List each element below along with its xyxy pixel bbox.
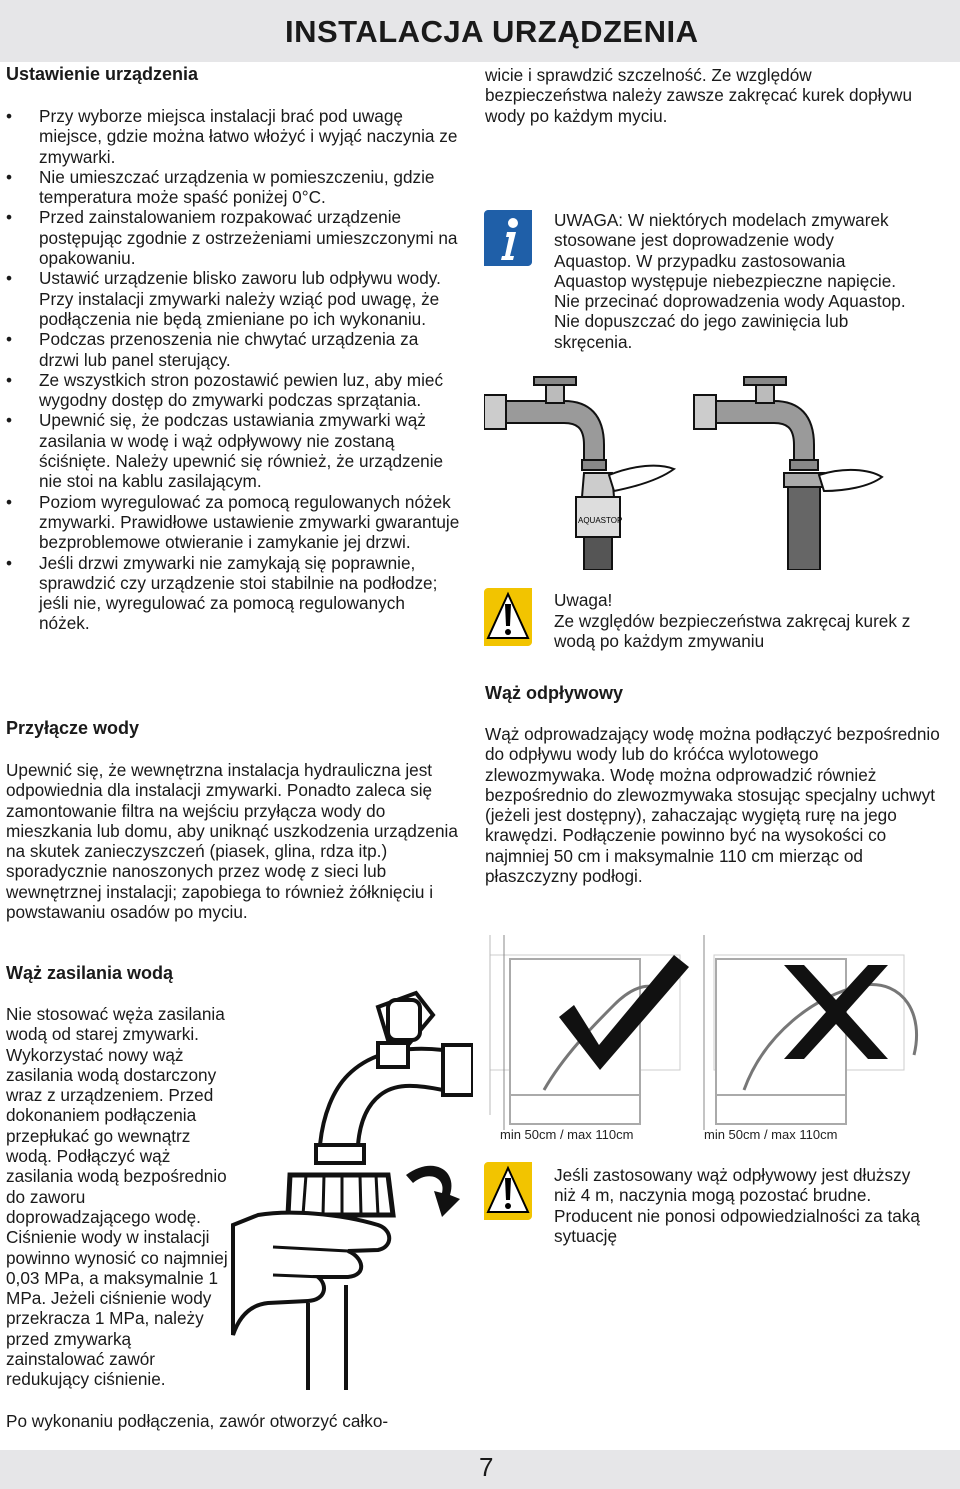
water-connection-text: Upewnić się, że wewnętrzna instalacja hydrauliczna jest odpowiednia dla instalacji zmywarki. Ponadto zaleca się zamontowanie filtra na wejściu przyłącza wody do mieszkania lub domu, aby uniknąć uszkodzenia urządzenia na skutek zanieczyszczeń (piasek, glina, rdza itp.) sporadycznie nanoszonych przez wodę z sieci lub wewnętrznej instalacji; zapobiega to również żółknięciu i powstawaniu osadów po myciu. [6,760,458,923]
height-label: min 50cm / max 110cm [704,1127,838,1142]
warning-title: Uwaga! [554,590,613,610]
footer-bar [0,1450,960,1489]
list-item: • Przy wyborze miejsca instalacji brać pod uwagę miejsce, gdzie można łatwo włożyć i wyjąć naczynia ze zmywarki. [6,106,460,167]
list-item: • Poziom wyregulować za pomocą regulowanych nóżek zmywarki. Prawidłowe ustawienie zmywarki gwarantuje bezproblemowe otwieranie i zamykanie jej drzwi. [6,492,460,553]
list-item: • Ustawić urządzenie blisko zaworu lub odpływu wody. Przy instalacji zmywarki należy wziąć pod uwagę, że podłączenia nie będą zmieniane po ich wykonaniu. [6,268,460,329]
section-title-drain-hose: Wąż odpływowy [485,683,624,703]
drain-hose-illustration [484,935,944,1145]
page-number: 7 [479,1452,494,1482]
supply-hose-tail: Po wykonaniu podłączenia, zawór otworzyć całko- [6,1411,389,1431]
aquastop-illustration [484,365,884,570]
list-item: • Podczas przenoszenia nie chwytać urządzenia za drzwi lub panel sterujący. [6,329,460,370]
list-item: • Przed zainstalowaniem rozpakować urządzenie postępując zgodnie z ostrzeżeniami umieszczonymi na opakowaniu. [6,207,460,268]
section-title-supply-hose: Wąż zasilania wodą [6,963,174,983]
aquastop-note: UWAGA: W niektórych modelach zmywarek stosowane jest doprowadzenie wody Aquastop. W przypadku zastosowania Aquastop występuje niebezpieczne napięcie. Nie przecinać doprowadzenia wody Aquastop. Nie dopuszczać do jego zawinięcia lub skręcenia. [554,210,906,352]
placement-bullet-list [6,106,460,634]
warning-text: Ze względów bezpieczeństwa zakręcaj kurek z wodą po każdym zmywaniu [554,611,911,652]
drain-hose-text: Wąż odprowadzający wodę można podłączyć bezpośrednio do odpływu wody lub do króćca wylotowego zlewozmywaka. Wodę można odprowadzić również bezpośrednio do zlewozmywaka stosując specjalny uchwyt (jeżeli jest dostępny), zahaczając wygiętą rurę na jego krawędzi. Podłączenie powinno być na wysokości co najmniej 50 cm i maksymalnie 110 cm mierząc od płaszczyzny podłogi. [485,724,940,887]
section-title-water-connection: Przyłącze wody [6,718,140,738]
supply-hose-text: Nie stosować węża zasilania wodą od starej zmywarki. Wykorzystać nowy wąż zasilania wodą dostarczony wraz z urządzeniem. Przed dokonaniem podłączenia przepłukać go wewnątrz wodą. Podłączyć wąż zasilania wodą bezpośrednio do zaworu doprowadzającego wodę. Ciśnienie wody w instalacji powinno wynosić co najmniej 0,03 MPa, a maksymalnie 1 MPa. Jeżeli ciśnienie wody przekracza 1 MPa, należy przed zmywarką zainstalować zawór redukujący ciśnienie. [6,1004,228,1390]
continuation-text: wicie i sprawdzić szczelność. Ze względów bezpieczeństwa należy zawsze zakręcać kurek dopływu wody po każdym myciu. [485,65,913,126]
list-item: • Upewnić się, że podczas ustawiania zmywarki wąż zasilania w wodę i wąż odpływowy nie zostaną ściśnięte. Należy upewnić się również, że urządzenie nie stoi na kablu zasilającym. [6,410,460,491]
warning-icon [484,588,532,646]
aquastop-label: AQUASTOP [578,516,623,525]
height-label: min 50cm / max 110cm [500,1127,634,1142]
warning-icon [484,1162,532,1220]
drain-hose-warning-text: Jeśli zastosowany wąż odpływowy jest dłuższy niż 4 m, naczynia mogą pozostać brudne. Producent nie ponosi odpowiedzialności za taką sytuację [554,1165,920,1246]
section-title-placement: Ustawienie urządzenia [6,64,199,84]
info-icon [484,210,532,266]
list-item: • Jeśli drzwi zmywarki nie zamykają się poprawnie, sprawdzić czy urządzenie stoi stabilnie na podłodze; jeśli nie, wyregulować za pomocą regulowanych nóżek. [6,553,460,634]
supply-hose-illustration [228,985,473,1390]
list-item: • Nie umieszczać urządzenia w pomieszczeniu, gdzie temperatura może spaść poniżej 0°C. [6,167,460,208]
header-bar [0,0,960,62]
page-title: INSTALACJA URZĄDZENIA [285,14,699,49]
list-item: • Ze wszystkich stron pozostawić pewien luz, aby mieć wygodny dostęp do zmywarki podczas sprzątania. [6,370,460,411]
